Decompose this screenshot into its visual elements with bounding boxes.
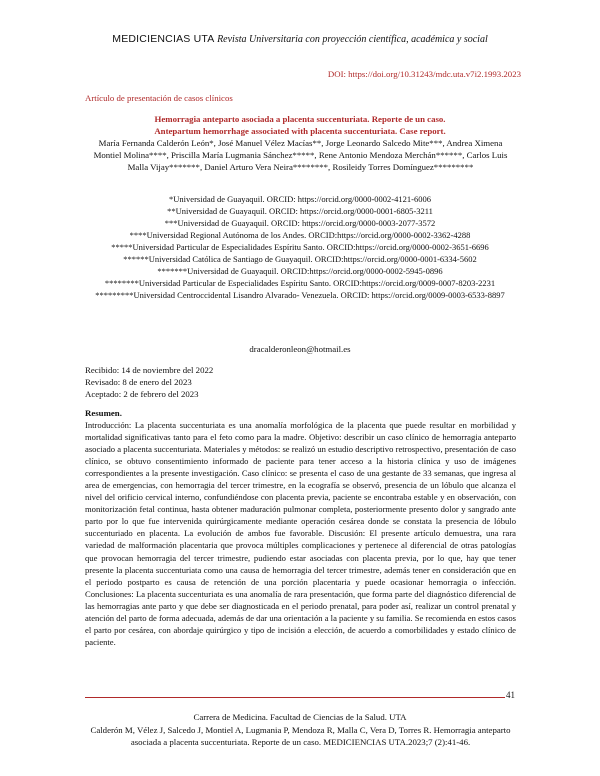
- running-header: [0, 33, 600, 45]
- page-number: 41: [506, 690, 515, 700]
- doi-link[interactable]: DOI: https://doi.org/10.31243/mdc.uta.v7i2.1993.2023: [327, 69, 521, 79]
- affiliation-item: *******Universidad de Guayaquil. ORCID:https://orcid.org/0000-0002-5945-0896: [157, 266, 443, 276]
- footer-institution: Carrera de Medicina. Facultad de Ciencias de la Salud. UTA: [193, 712, 407, 722]
- affiliation-item: ***Universidad de Guayaquil. ORCID: https://orcid.org/0000-0003-2077-3572: [164, 218, 436, 228]
- article-title-spanish: Hemorragia anteparto asociada a placenta succenturiata. Reporte de un caso.: [154, 114, 446, 124]
- affiliation-item: *****Universidad Particular de Especialidades Espíritu Santo. ORCID:https://orcid.org/0000-0002-3651-6696: [111, 242, 489, 252]
- journal-name: MEDICIENCIAS UTA: [112, 33, 215, 45]
- affiliation-item: ********Universidad Particular de Especialidades Espíritu Santo. ORCID:https://orcid.org/0009-0007-8203-2231: [104, 278, 496, 288]
- abstract-heading: Resumen.: [85, 408, 122, 418]
- abstract-body: Introducción: La placenta succenturiata es una anomalía morfológica de la placenta que puede resultar en morbilidad y mortalidad significativas tanto para el feto como para la madre. Objetivo: describir un caso clínico de hemorragia anteparto asociado a placenta succenturiata. Materiales y métodos: se realizó un estudio descriptivo retrospectivo, presentación de caso clínico, se obtuvo consentimiento informado de paciente para tener acceso a la historia clínica y uso de imágenes correspondientes a la presente investigación. Caso clínico: se presenta el caso de una gestante de 33 semanas, que ingresa al area de emergencias, con hemorragia del tercer trimestre, en la ecografía se observó, presencia de un lóbulo que alcanza el nivel del orificio cervical interno, confundiéndose con placenta previa, paciente se encontraba estable y en observación, con monitorización fetal continua, hasta obtener maduración pulmonar completa, posteriormente presento dolor y sangrado ante parto por lo que fue intervenida quirúrgicamente mediante operación cesárea donde se constata la presencia de lóbulo succenturiado en placenta. La evolución de ambos fue favorable. Discusión: El presente artículo demuestra, una rara variedad de malformación placentaria que provoca múltiples complicaciones y pertenece al diferencial de otras patologías que provocan hemorragia del tercer trimestre, pudiendo estar asociadas con placenta previa, por lo que, hay que tener presente la placenta succenturiata como una causa de hemorragia del tercer trimestre, además tener en consideración que en el periodo postparto es causa de retención de una porción placentaria y puede ocasionar hemorragia o infección. Conclusiones: La placenta succenturiata es una anomalía de rara presentación, que forma parte del diagnóstico diferencial de las hemorragias ante parto y que debe ser diagnosticada en el periodo prenatal, para poder así, realizar un control prenatal y atención del parto de forma adecuada, además de dar una orientación a la paciente y su familia. Se recomienda en estos casos el parto por cesárea, con abordaje quirúrgico y tipo de incisión a elección, de acuerdo a comorbilidades y estado clínico de paciente.: [85, 420, 516, 647]
- date-accepted: Aceptado: 2 de febrero del 2023: [85, 389, 199, 399]
- article-title-english: Antepartum hemorrhage associated with placenta succenturiata. Case report.: [154, 126, 446, 136]
- footer-divider: [85, 697, 505, 698]
- article-section-label: Artículo de presentación de casos clínicos: [85, 93, 233, 103]
- journal-tagline: Revista Universitaria con proyección científica, académica y social: [217, 34, 488, 45]
- affiliation-item: *********Universidad Centroccidental Lisandro Alvarado- Venezuela. ORCID: https://orcid.org/0009-0003-6533-8897: [95, 290, 505, 300]
- article-dates: [85, 364, 213, 400]
- affiliation-list: [85, 193, 515, 301]
- affiliation-item: *Universidad de Guayaquil. ORCID: https://orcid.org/0000-0002-4121-6006: [169, 194, 431, 204]
- author-list: María Fernanda Calderón León*, José Manuel Vélez Macías**, Jorge Leonardo Salcedo Mite***, Andrea Ximena Montiel Molina****, Priscilla María Lugmania Sánchez*****, Rene Antonio Mendoza Merchán******, Carlos Luis Malla Vijay*******, Daniel Arturo Vera Neira********, Rosileidy Torres Domínguez*********: [93, 138, 508, 172]
- affiliation-item: ****Universidad Regional Autónoma de los Andes. ORCID:https://orcid.org/0000-0002-3362-4288: [129, 230, 471, 240]
- affiliation-item: **Universidad de Guayaquil. ORCID: https://orcid.org/0000-0001-6805-3211: [167, 206, 433, 216]
- corresponding-email[interactable]: dracalderonleon@hotmail.es: [249, 344, 351, 354]
- date-revised: Revisado: 8 de enero del 2023: [85, 377, 192, 387]
- date-received: Recibido: 14 de noviembre del 2022: [85, 365, 214, 375]
- footer-citation: Calderón M, Vélez J, Salcedo J, Montiel A, Lugmania P, Mendoza R, Malla C, Vera D, Torres R. Hemorragia anteparto asociada a placenta succenturiata. Reporte de un caso. MEDICIENCIAS UTA.2023;7 (2):41-46.: [90, 725, 511, 747]
- affiliation-item: ******Universidad Católica de Santiago de Guayaquil. ORCID:https://orcid.org/0000-0001-6334-5602: [123, 254, 477, 264]
